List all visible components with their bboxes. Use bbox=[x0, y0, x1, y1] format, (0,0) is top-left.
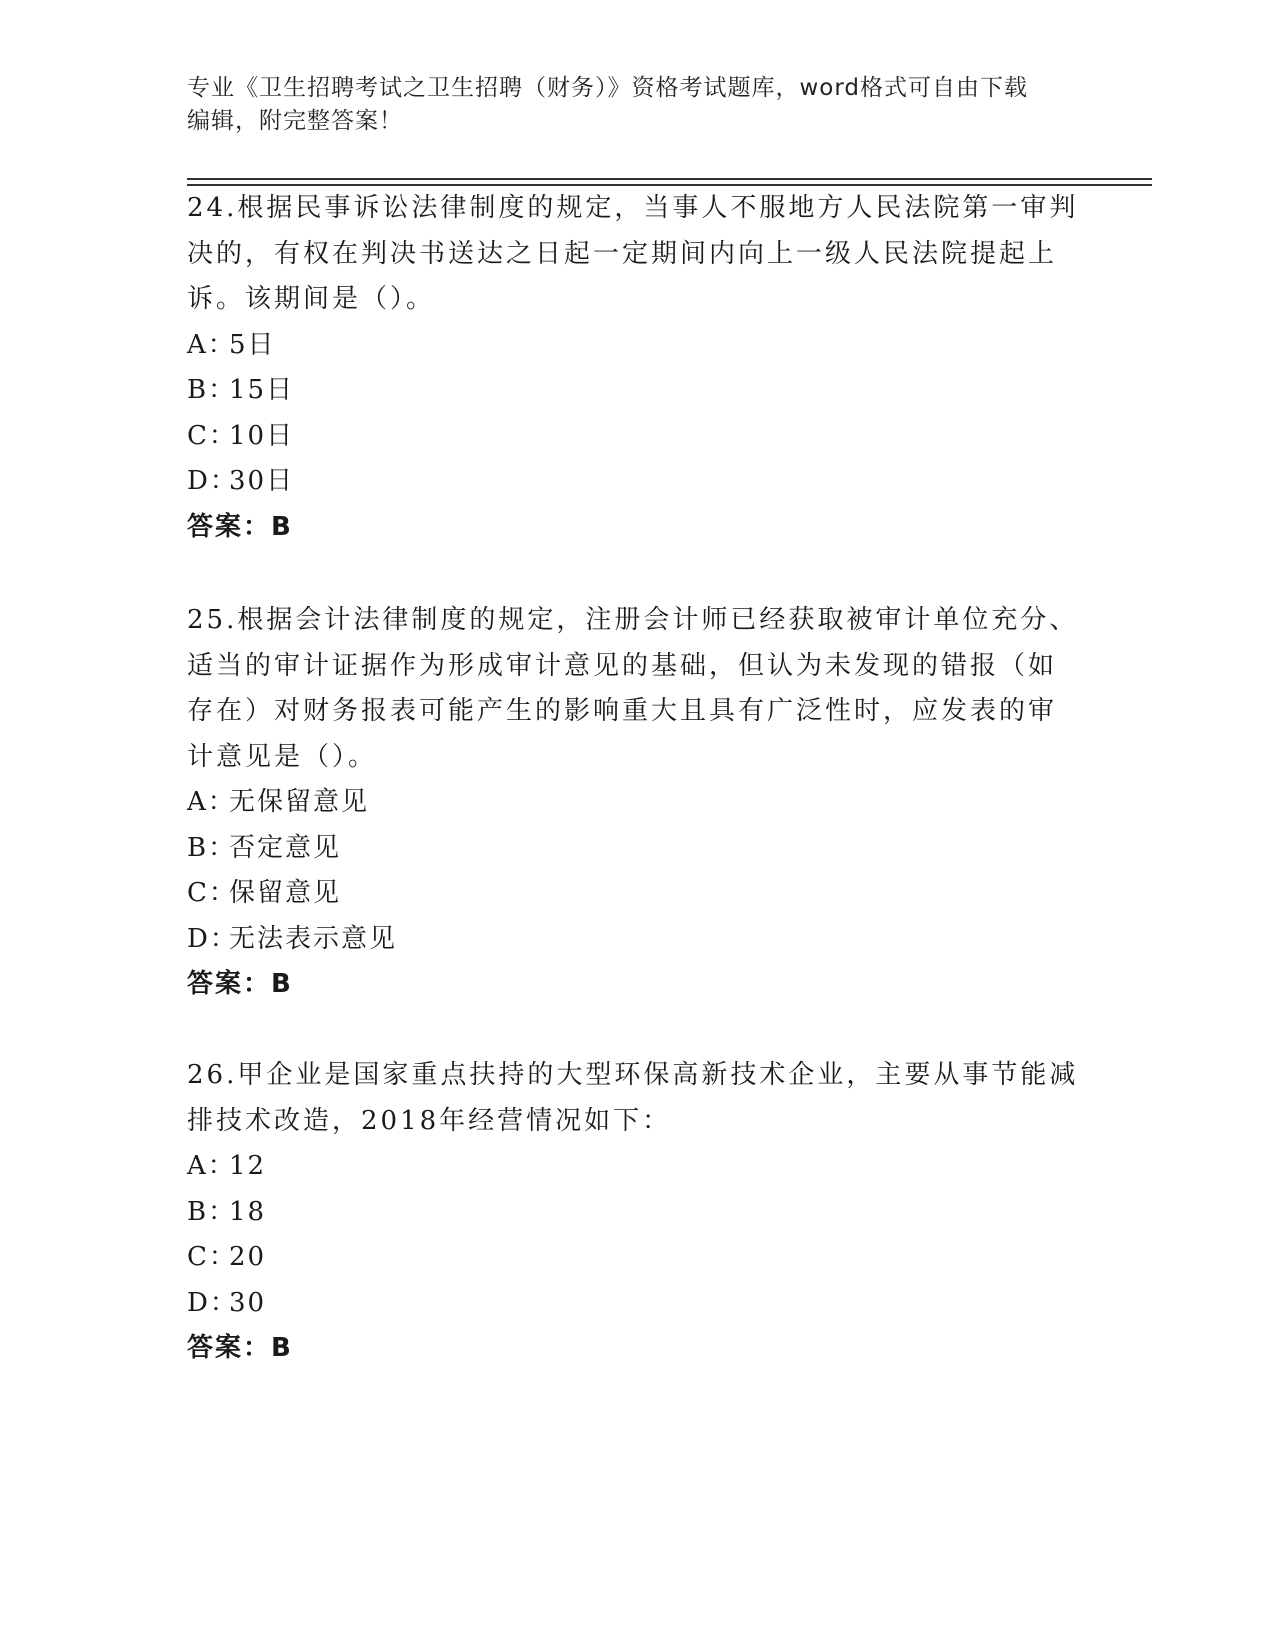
answer-value: B bbox=[271, 969, 291, 999]
question-stem-line: 25.根据会计法律制度的规定，注册会计师已经获取被审计单位充分、 bbox=[187, 605, 1079, 635]
option-b bbox=[187, 1190, 1087, 1236]
option-b bbox=[187, 826, 1087, 872]
option-letter: A： bbox=[187, 329, 236, 360]
question-stem-line: 诉。该期间是（）。 bbox=[187, 284, 436, 314]
header-line-1: 专业《卫生招聘考试之卫生招聘（财务）》资格考试题库，word格式可自由下载 bbox=[187, 75, 1029, 101]
option-letter: D： bbox=[187, 466, 238, 496]
option-letter: D： bbox=[187, 1287, 238, 1318]
option-text: 20 bbox=[229, 1242, 267, 1272]
option-text: 15日 bbox=[229, 375, 295, 405]
option-text: 无保留意见 bbox=[229, 787, 370, 817]
answer-line bbox=[187, 962, 1087, 1008]
option-text: 5日 bbox=[229, 329, 276, 360]
question-25 bbox=[187, 598, 1087, 1008]
document-header bbox=[187, 72, 1087, 138]
option-text: 30日 bbox=[229, 466, 295, 496]
answer-label: 答案： bbox=[187, 969, 272, 999]
question-stem-line: 决的，有权在判决书送达之日起一定期间内向上一级人民法院提起上 bbox=[187, 238, 1058, 269]
option-d bbox=[187, 459, 1087, 505]
option-a bbox=[187, 323, 1087, 369]
answer-label: 答案： bbox=[187, 511, 272, 542]
question-stem-line: 计意见是（）。 bbox=[187, 741, 378, 772]
answer-line bbox=[187, 505, 1087, 551]
option-text: 保留意见 bbox=[229, 878, 342, 908]
option-letter: D： bbox=[187, 923, 238, 954]
answer-value: B bbox=[271, 511, 291, 542]
option-letter: C： bbox=[187, 878, 237, 908]
option-a bbox=[187, 780, 1087, 826]
option-c bbox=[187, 414, 1087, 460]
option-c bbox=[187, 871, 1087, 917]
option-letter: B： bbox=[187, 375, 237, 405]
option-letter: A： bbox=[187, 787, 236, 817]
question-stem-line: 26.甲企业是国家重点扶持的大型环保高新技术企业，主要从事节能减 bbox=[187, 1060, 1079, 1090]
option-b bbox=[187, 368, 1087, 414]
option-letter: C： bbox=[187, 1242, 237, 1272]
answer-line bbox=[187, 1326, 1087, 1372]
header-divider-top bbox=[187, 178, 1152, 180]
option-letter: C： bbox=[187, 420, 237, 451]
question-26 bbox=[187, 1053, 1087, 1372]
option-d bbox=[187, 917, 1087, 963]
answer-label: 答案： bbox=[187, 1333, 272, 1363]
question-24 bbox=[187, 186, 1087, 550]
option-a bbox=[187, 1144, 1087, 1190]
question-stem-line: 排技术改造，2018年经营情况如下： bbox=[187, 1105, 672, 1136]
header-line-2: 编辑，附完整答案！ bbox=[187, 108, 403, 134]
option-letter: B： bbox=[187, 1196, 237, 1227]
option-text: 否定意见 bbox=[229, 832, 342, 863]
option-text: 18 bbox=[229, 1196, 267, 1227]
option-text: 12 bbox=[229, 1151, 267, 1181]
question-stem-line: 24.根据民事诉讼法律制度的规定，当事人不服地方人民法院第一审判 bbox=[187, 193, 1079, 223]
answer-value: B bbox=[271, 1333, 291, 1363]
option-text: 无法表示意见 bbox=[229, 923, 398, 954]
option-letter: B： bbox=[187, 832, 237, 863]
option-c bbox=[187, 1235, 1087, 1281]
question-stem-line: 适当的审计证据作为形成审计意见的基础，但认为未发现的错报（如 bbox=[187, 650, 1058, 681]
option-text: 30 bbox=[229, 1287, 267, 1318]
option-d bbox=[187, 1281, 1087, 1327]
option-text: 10日 bbox=[229, 420, 295, 451]
question-stem-line: 存在）对财务报表可能产生的影响重大且具有广泛性时，应发表的审 bbox=[187, 696, 1058, 726]
option-letter: A： bbox=[187, 1151, 236, 1181]
